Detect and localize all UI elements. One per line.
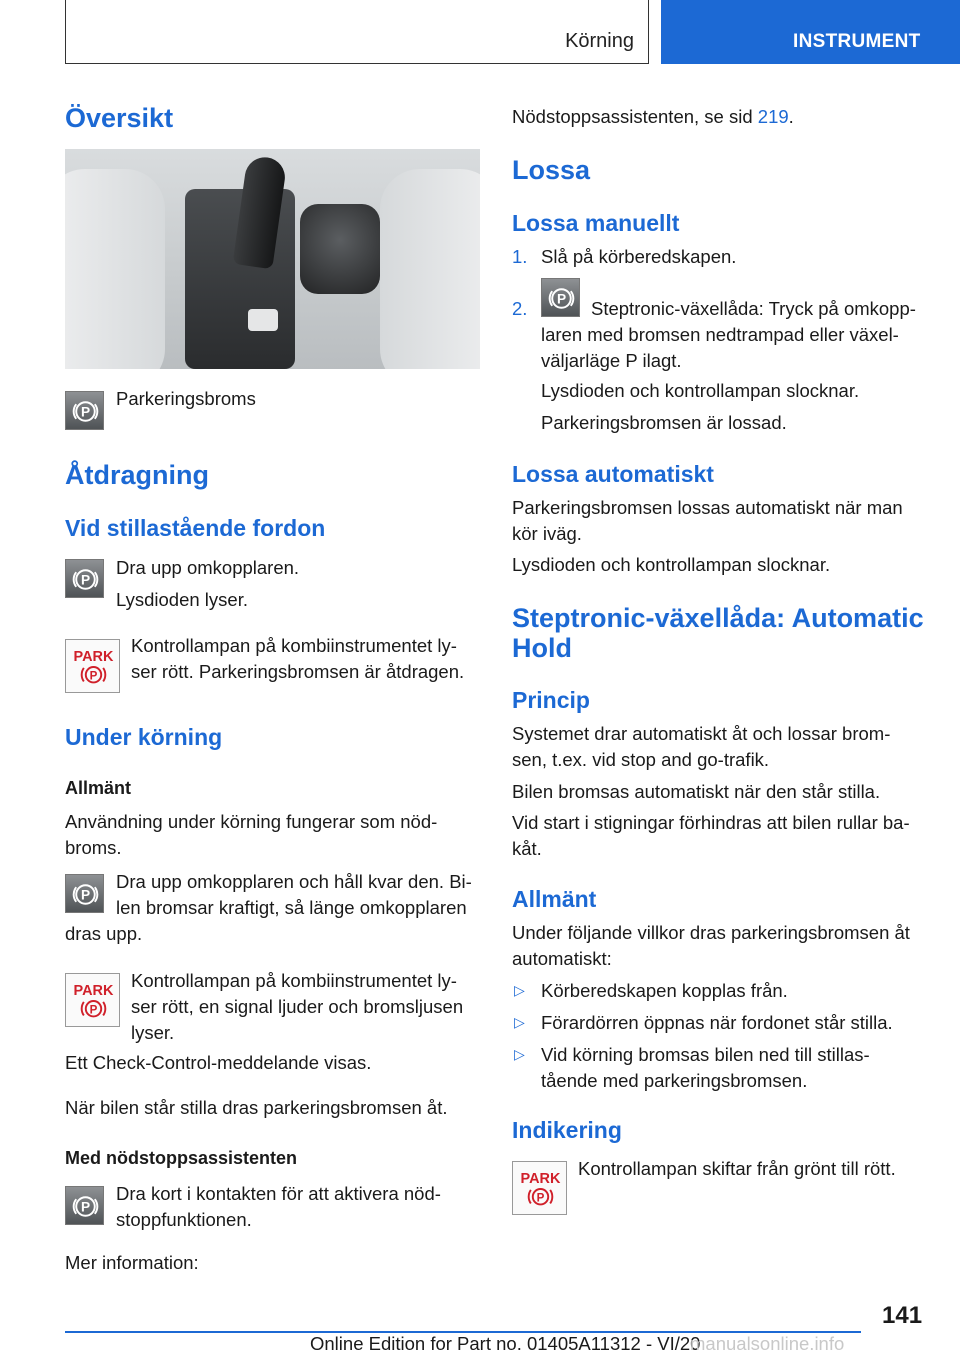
page-number: 141: [882, 1302, 923, 1329]
step-1-text: Slå på körberedskapen.: [541, 246, 737, 267]
heading-steptronic-2: Hold: [512, 633, 572, 663]
header-section-title: Körning: [565, 30, 634, 52]
nod-reference-end: .: [788, 106, 794, 127]
heading-allmant-left: Allmänt: [65, 778, 132, 798]
heading-lossa-manuellt: Lossa manuellt: [512, 210, 680, 236]
pr-text-3b: kåt.: [512, 838, 542, 859]
park-warning-icon: [65, 973, 120, 1027]
park-warning-icon: [65, 639, 120, 693]
heading-vid-stillastaende: Vid stillastående fordon: [65, 515, 326, 541]
footer-edition: Online Edition for Part no. 01405A11312 - VI/20: [310, 1333, 701, 1354]
parking-brake-icon: [541, 278, 580, 317]
uk-text-2b: len bromsar kraftigt, så länge omkopplaren: [116, 897, 467, 918]
uk-park-line-3: lyser.: [131, 1022, 175, 1043]
la-text-2: Lysdioden och kontrollampan slocknar.: [512, 554, 831, 575]
step-2-para-2: Lysdioden och kontrollampan slocknar.: [541, 380, 860, 401]
step-2-line-3: väljarläge P ilagt.: [541, 350, 682, 371]
al-text-1a: Under följande villkor dras parkeringsbromsen åt: [512, 922, 910, 943]
seat-left: [65, 169, 165, 369]
header-chapter-tab[interactable]: [661, 0, 960, 64]
step-2-para-3: Parkeringsbromsen är lossad.: [541, 412, 787, 433]
parking-brake-switch: [248, 309, 278, 331]
park-warning-icon: [512, 1161, 567, 1215]
heading-indikering: Indikering: [512, 1117, 622, 1143]
idrive-controller: [300, 204, 380, 294]
uk-text-2a: Dra upp omkopplaren och håll kvar den. Bi-: [116, 871, 472, 892]
bullet-3a: Vid körning bromsas bilen ned till stillas-: [541, 1044, 870, 1065]
bullet-icon: ▷: [514, 1014, 525, 1030]
uk-text-3: Ett Check-Control-meddelande visas.: [65, 1052, 372, 1073]
uk-text-1a: Användning under körning fungerar som nöd-: [65, 811, 438, 832]
mn-text-1a: Dra kort i kontakten för att aktivera nöd-: [116, 1183, 441, 1204]
heading-oversikt: [65, 103, 173, 133]
bullet-2: Förardörren öppnas när fordonet står stilla.: [541, 1012, 893, 1033]
heading-under-korning: Under körning: [65, 724, 223, 750]
pr-text-2: Bilen bromsas automatiskt när den står stilla.: [512, 781, 881, 802]
uk-park-line-1: Kontrollampan på kombiinstrumentet ly-: [131, 970, 457, 991]
parking-brake-icon: [65, 1186, 104, 1225]
mn-text-1b: stoppfunktionen.: [116, 1209, 252, 1230]
la-text-1a: Parkeringsbromsen lossas automatiskt när man: [512, 497, 903, 518]
pr-text-1b: sen, t.ex. vid stop and go-trafik.: [512, 749, 770, 770]
uk-text-4: När bilen står stilla dras parkeringsbromsen åt.: [65, 1097, 448, 1118]
nod-reference: [512, 104, 794, 129]
seat-right: [380, 169, 480, 369]
console-photo: [65, 149, 480, 369]
parking-brake-icon: [65, 559, 104, 598]
vs-park-line-1: Kontrollampan på kombiinstrumentet ly-: [131, 635, 457, 656]
vs-text-1: Dra upp omkopplaren.: [116, 557, 300, 578]
bullet-3b: tående med parkeringsbromsen.: [541, 1070, 808, 1091]
heading-lossa-auto: Lossa automatiskt: [512, 461, 714, 487]
header-section-box: [65, 0, 649, 64]
heading-oversikt-text: Översikt: [65, 103, 174, 133]
pr-text-1a: Systemet drar automatiskt åt och lossar brom-: [512, 723, 891, 744]
step-1-number: 1.: [512, 246, 528, 267]
heading-allmant-right: Allmänt: [512, 886, 597, 912]
la-text-1b: kör iväg.: [512, 523, 582, 544]
vs-text-2: Lysdioden lyser.: [116, 589, 248, 610]
step-2-line-1: Steptronic-växellåda: Tryck på omkopp-: [591, 298, 916, 319]
ind-text: Kontrollampan skiftar från grönt till rött.: [578, 1158, 896, 1179]
bullet-icon: ▷: [514, 1046, 525, 1062]
step-2-number: 2.: [512, 298, 528, 319]
page-link-219[interactable]: 219: [757, 106, 789, 127]
heading-atdragning: Åtdragning: [65, 460, 209, 490]
uk-park-line-2: ser rött, en signal ljuder och bromsljusen: [131, 996, 464, 1017]
heading-med-nodstopp: Med nödstoppsassistenten: [65, 1148, 298, 1168]
mn-text-2: Mer information:: [65, 1252, 199, 1273]
al-text-1b: automatiskt:: [512, 948, 612, 969]
parking-brake-icon: [65, 391, 104, 430]
header-chapter-title: INSTRUMENT: [793, 31, 921, 52]
nod-reference-text: Nödstoppsassistenten, se sid: [512, 106, 758, 127]
heading-lossa: Lossa: [512, 155, 591, 185]
heading-steptronic-1: Steptronic-växellåda: Automatic: [512, 603, 924, 633]
uk-text-1b: broms.: [65, 837, 122, 858]
watermark: manualsonline.info: [690, 1333, 845, 1354]
bullet-icon: ▷: [514, 982, 525, 998]
pr-text-3a: Vid start i stigningar förhindras att bilen rullar ba-: [512, 812, 910, 833]
uk-text-2c: dras upp.: [65, 923, 143, 944]
bullet-1: Körberedskapen kopplas från.: [541, 980, 788, 1001]
vs-park-line-2: ser rött. Parkeringsbromsen är åtdragen.: [131, 661, 465, 682]
parking-brake-icon: [65, 874, 104, 913]
heading-princip: Princip: [512, 687, 590, 713]
step-2-line-2: laren med bromsen nedtrampad eller växel-: [541, 324, 899, 345]
photo-caption: Parkeringsbroms: [116, 388, 256, 409]
